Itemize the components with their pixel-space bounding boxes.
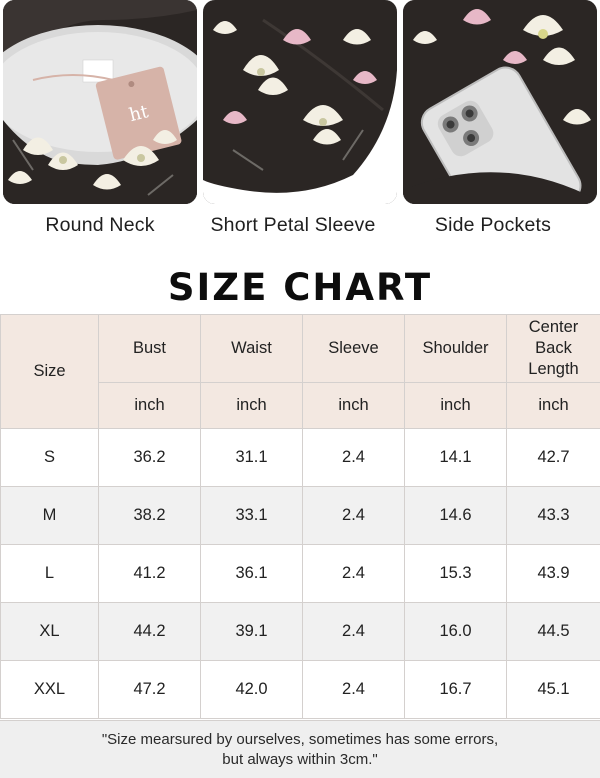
side-pocket-photo — [403, 0, 597, 204]
waist-cell: 36.1 — [201, 545, 303, 603]
sleeve-cell: 2.4 — [303, 487, 405, 545]
caption-side-pockets: Side Pockets — [434, 214, 552, 236]
size-cell: L — [1, 545, 99, 603]
header-bust: Bust — [99, 315, 201, 383]
center-back-length-cell: 45.1 — [507, 661, 600, 719]
size-chart-title: SIZE CHART — [167, 266, 433, 309]
header-sleeve: Sleeve — [303, 315, 405, 383]
note-line-1: "Size mearsured by ourselves, sometimes has some errors, — [101, 731, 499, 748]
caption-round-neck: Round Neck — [45, 214, 155, 236]
header-center-back-length — [507, 315, 600, 383]
shoulder-cell: 14.1 — [405, 429, 507, 487]
header-size: Size — [1, 315, 99, 429]
table-header-row — [1, 315, 600, 383]
waist-cell: 33.1 — [201, 487, 303, 545]
size-cell: M — [1, 487, 99, 545]
unit-center-back-length: inch — [507, 383, 600, 429]
table-row — [1, 661, 600, 719]
shoulder-cell: 16.7 — [405, 661, 507, 719]
bust-cell: 41.2 — [99, 545, 201, 603]
shoulder-cell: 14.6 — [405, 487, 507, 545]
header-cbl-line2: Back — [535, 339, 572, 357]
sleeve-cell: 2.4 — [303, 603, 405, 661]
table-row — [1, 545, 600, 603]
center-back-length-cell: 44.5 — [507, 603, 600, 661]
caption-petal-sleeve: Short Petal Sleeve — [210, 214, 376, 236]
measurement-note — [0, 720, 600, 778]
shoulder-cell: 16.0 — [405, 603, 507, 661]
table-row — [1, 603, 600, 661]
side-pocket-image — [403, 0, 597, 204]
header-cbl-line1: Center — [528, 318, 579, 336]
table-row — [1, 429, 600, 487]
size-chart-table — [0, 314, 600, 719]
shoulder-cell: 15.3 — [405, 545, 507, 603]
round-neck-photo — [3, 0, 197, 204]
unit-shoulder: inch — [405, 383, 507, 429]
unit-bust: inch — [99, 383, 201, 429]
header-cbl-line3: Length — [528, 360, 579, 378]
size-cell: S — [1, 429, 99, 487]
bust-cell: 44.2 — [99, 603, 201, 661]
center-back-length-cell: 43.9 — [507, 545, 600, 603]
waist-cell: 42.0 — [201, 661, 303, 719]
round-neck-image — [3, 0, 197, 204]
size-cell: XXL — [1, 661, 99, 719]
petal-sleeve-image — [203, 0, 397, 204]
petal-sleeve-photo — [203, 0, 397, 204]
bust-cell: 36.2 — [99, 429, 201, 487]
waist-cell: 39.1 — [201, 603, 303, 661]
tag-logo-text: ht — [127, 101, 151, 127]
waist-cell: 31.1 — [201, 429, 303, 487]
note-line-2: but always within 3cm." — [222, 751, 378, 768]
header-waist: Waist — [201, 315, 303, 383]
feature-gallery — [0, 0, 600, 250]
unit-waist: inch — [201, 383, 303, 429]
bust-cell: 47.2 — [99, 661, 201, 719]
center-back-length-cell: 43.3 — [507, 487, 600, 545]
header-shoulder: Shoulder — [405, 315, 507, 383]
center-back-length-cell: 42.7 — [507, 429, 600, 487]
table-row — [1, 487, 600, 545]
sleeve-cell: 2.4 — [303, 429, 405, 487]
unit-sleeve: inch — [303, 383, 405, 429]
sleeve-cell: 2.4 — [303, 661, 405, 719]
size-cell: XL — [1, 603, 99, 661]
sleeve-cell: 2.4 — [303, 545, 405, 603]
bust-cell: 38.2 — [99, 487, 201, 545]
